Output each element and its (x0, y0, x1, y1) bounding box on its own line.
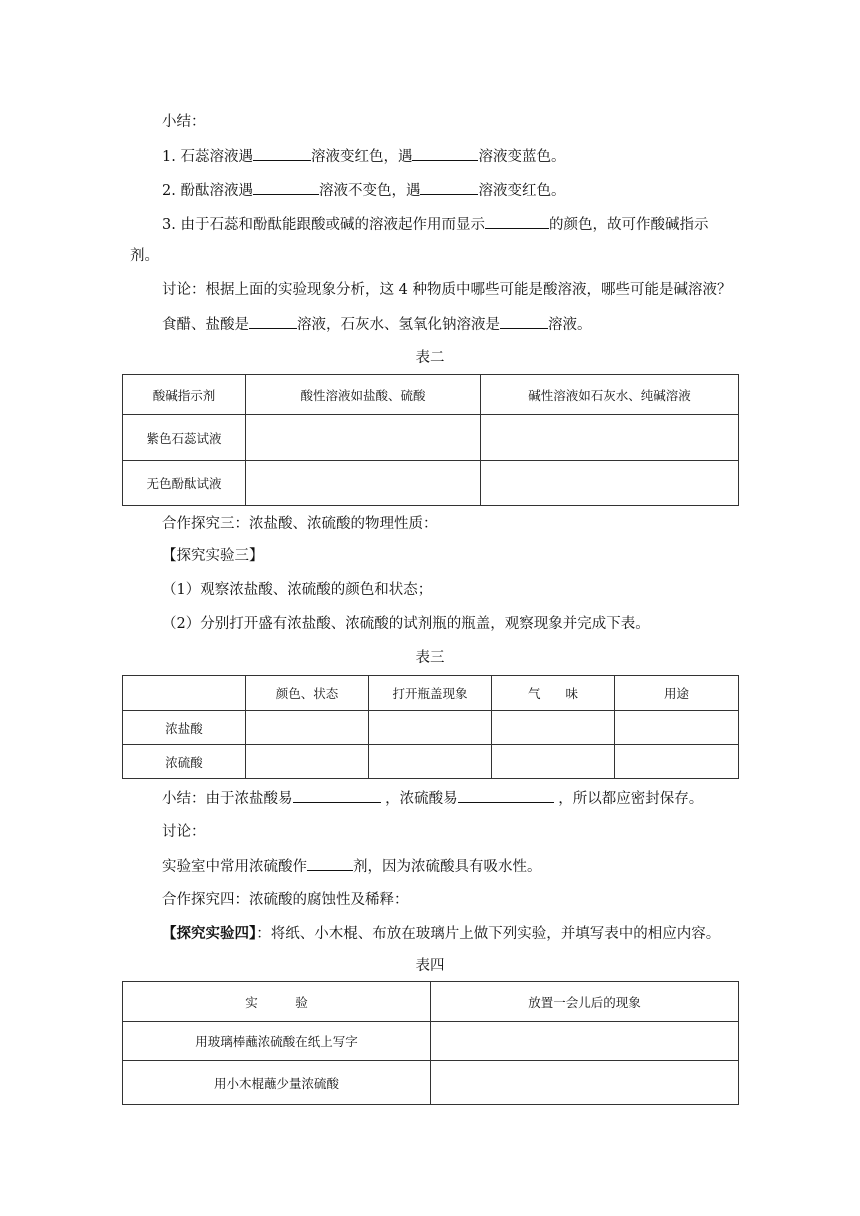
summary-line-3-cont: 剂。 (130, 248, 159, 264)
table-header: 气 味 (492, 676, 615, 711)
text: 小结：由于浓盐酸易 (162, 791, 293, 807)
text: 剂，因为浓硫酸具有吸水性。 (353, 859, 542, 875)
answer-cell[interactable] (431, 1022, 739, 1061)
table-header: 打开瓶盖现象 (369, 676, 492, 711)
fill-blank[interactable] (253, 180, 319, 195)
answer-cell[interactable] (246, 415, 481, 461)
row-label: 紫色石蕊试液 (123, 415, 246, 461)
summary-line-1 (162, 146, 565, 167)
summary-title: 小结： (162, 114, 206, 130)
experiment-4-title: 【探究实验四】 (162, 925, 257, 942)
text: 1. 石蕊溶液遇 (162, 149, 253, 165)
lab-usage (162, 856, 542, 877)
answer-cell[interactable] (615, 711, 739, 745)
answer-cell[interactable] (492, 711, 615, 745)
table4-caption: 表四 (415, 958, 445, 974)
text: 溶液变红色，遇 (310, 149, 413, 165)
answer-cell[interactable] (431, 1061, 739, 1105)
coop-section-3: 合作探究三：浓盐酸、浓硫酸的物理性质： (162, 516, 438, 532)
discussion-answer (162, 314, 592, 335)
text: 溶液变蓝色。 (478, 149, 566, 165)
text: 2. 酚酞溶液遇 (162, 183, 253, 199)
table-header: 碱性溶液如石灰水、纯碱溶液 (481, 375, 739, 415)
row-label: 无色酚酞试液 (123, 461, 246, 506)
answer-cell[interactable] (369, 745, 492, 779)
text: ，所以都应密封保存。 (558, 791, 704, 807)
table-header: 酸碱指示剂 (123, 375, 246, 415)
indicator-table (122, 374, 739, 506)
text: 实验室中常用浓硫酸作 (162, 859, 307, 875)
answer-cell[interactable] (369, 711, 492, 745)
answer-cell[interactable] (481, 461, 739, 506)
text: 食醋、盐酸是 (162, 317, 249, 333)
table-header: 颜色、状态 (246, 676, 369, 711)
table-header: 放置一会儿后的现象 (431, 982, 739, 1022)
acid-properties-table (122, 675, 739, 779)
fill-blank[interactable] (293, 788, 381, 803)
answer-cell[interactable] (246, 711, 369, 745)
text: 溶液，石灰水、氢氧化钠溶液是 (297, 317, 500, 333)
fill-blank[interactable] (249, 314, 297, 329)
row-label: 浓盐酸 (123, 711, 246, 745)
table-header (123, 676, 246, 711)
experiment-4 (162, 924, 720, 944)
experiment-3-step-2: （2）分别打开盛有浓盐酸、浓硫酸的试剂瓶的瓶盖，观察现象并完成下表。 (162, 616, 650, 632)
fill-blank[interactable] (412, 146, 478, 161)
answer-cell[interactable] (246, 461, 481, 506)
table-header: 酸性溶液如盐酸、硫酸 (246, 375, 481, 415)
fill-blank[interactable] (485, 214, 549, 229)
table3-caption: 表三 (415, 650, 445, 666)
answer-cell[interactable] (615, 745, 739, 779)
row-label: 用小木棍蘸少量浓硫酸 (123, 1061, 431, 1105)
text: 溶液变红色。 (478, 183, 566, 199)
summary-line-3 (162, 214, 708, 235)
fill-blank[interactable] (458, 788, 554, 803)
text: 溶液。 (548, 317, 592, 333)
table-header: 用途 (615, 676, 739, 711)
fill-blank[interactable] (307, 856, 353, 871)
table-header: 实 验 (123, 982, 431, 1022)
row-label: 用玻璃棒蘸浓硫酸在纸上写字 (123, 1022, 431, 1061)
text: ，浓硫酸易 (385, 791, 458, 807)
fill-blank[interactable] (420, 180, 478, 195)
text: ：将纸、小木棍、布放在玻璃片上做下列实验，并填写表中的相应内容。 (256, 926, 721, 942)
corrosion-table (122, 981, 739, 1105)
coop-section-4: 合作探究四：浓硫酸的腐蚀性及稀释： (162, 892, 409, 908)
table2-caption: 表二 (415, 350, 445, 366)
fill-blank[interactable] (253, 146, 311, 161)
experiment-3-title: 【探究实验三】 (162, 548, 264, 564)
discussion-2-title: 讨论： (162, 824, 206, 840)
answer-cell[interactable] (481, 415, 739, 461)
answer-cell[interactable] (246, 745, 369, 779)
summary-line-2 (162, 180, 565, 201)
row-label: 浓硫酸 (123, 745, 246, 779)
fill-blank[interactable] (500, 314, 548, 329)
text: 溶液不变色，遇 (318, 183, 421, 199)
text: 3. 由于石蕊和酚酞能跟酸或碱的溶液起作用而显示 (162, 217, 485, 233)
experiment-3-step-1: （1）观察浓盐酸、浓硫酸的颜色和状态； (162, 582, 433, 598)
discussion-question: 讨论：根据上面的实验现象分析，这 4 种物质中哪些可能是酸溶液，哪些可能是碱溶液？ (162, 282, 732, 298)
answer-cell[interactable] (492, 745, 615, 779)
summary-storage (162, 788, 703, 809)
text: 的颜色，故可作酸碱指示 (548, 217, 709, 233)
